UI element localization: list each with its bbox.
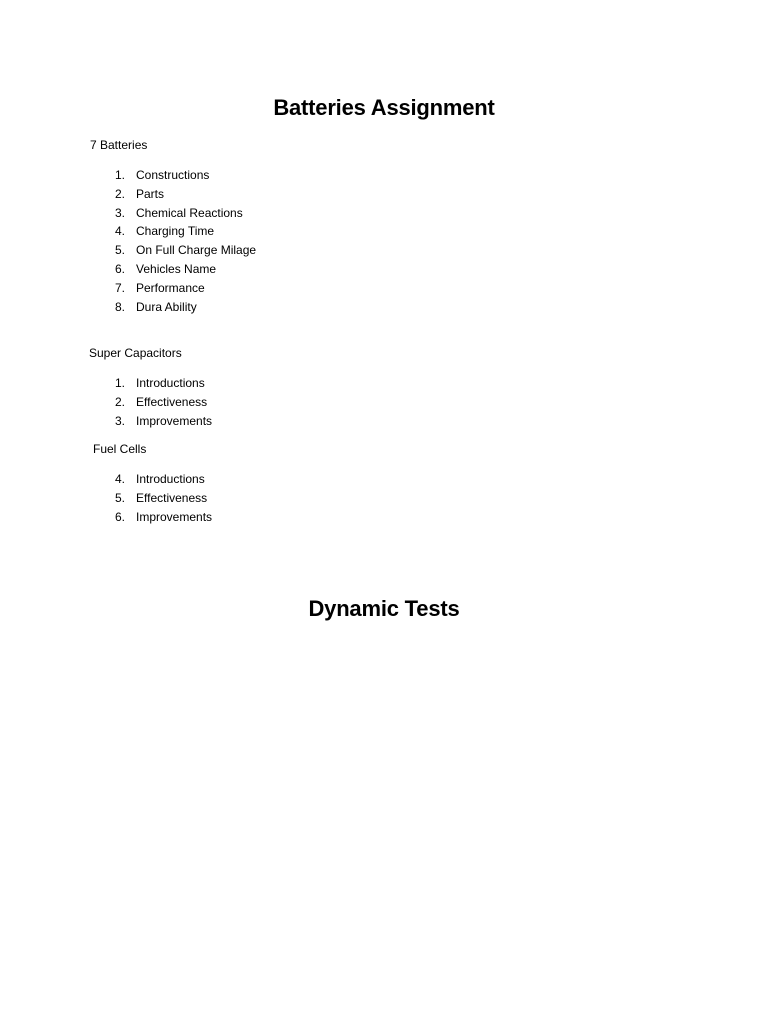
- list-item-number: 8.: [114, 299, 125, 314]
- list-item-number: 3.: [114, 413, 125, 428]
- section-label-fuel-cells: Fuel Cells: [93, 442, 147, 456]
- list-item-text: Chemical Reactions: [136, 205, 243, 220]
- list-item-number: 6.: [114, 509, 125, 524]
- list-item-number: 5.: [114, 490, 125, 505]
- list-item-text: Vehicles Name: [136, 261, 217, 276]
- list-item-text: Improvements: [136, 413, 213, 428]
- list-item-number: 4.: [114, 224, 125, 239]
- list-item-number: 2.: [114, 394, 125, 409]
- list-item-text: Introductions: [136, 472, 205, 486]
- list-item-number: 7.: [114, 280, 125, 295]
- list-item-number: 1.: [114, 168, 125, 182]
- dynamic-tests-heading: Dynamic Tests: [308, 596, 460, 621]
- list-item-number: 5.: [114, 243, 125, 258]
- document-title: Batteries Assignment: [273, 95, 495, 120]
- section-label-batteries: 7 Batteries: [90, 138, 148, 152]
- list-item-number: 1.: [114, 376, 125, 390]
- list-item-text: Constructions: [136, 168, 210, 182]
- list-item-text: On Full Charge Milage: [136, 243, 257, 258]
- list-item-text: Improvements: [136, 509, 213, 524]
- list-item-text: Charging Time: [136, 224, 215, 239]
- list-item-number: 2.: [114, 186, 125, 201]
- list-item-number: 3.: [114, 205, 125, 220]
- list-item-text: Performance: [136, 280, 205, 295]
- list-item-text: Dura Ability: [136, 299, 197, 314]
- list-item-text: Introductions: [136, 376, 205, 390]
- section-label-super-capacitors: Super Capacitors: [89, 346, 182, 360]
- list-item-text: Effectiveness: [136, 394, 208, 409]
- list-item-number: 6.: [114, 261, 125, 276]
- list-item-text: Effectiveness: [136, 490, 208, 505]
- list-item-number: 4.: [114, 472, 125, 486]
- list-item-text: Parts: [136, 186, 165, 201]
